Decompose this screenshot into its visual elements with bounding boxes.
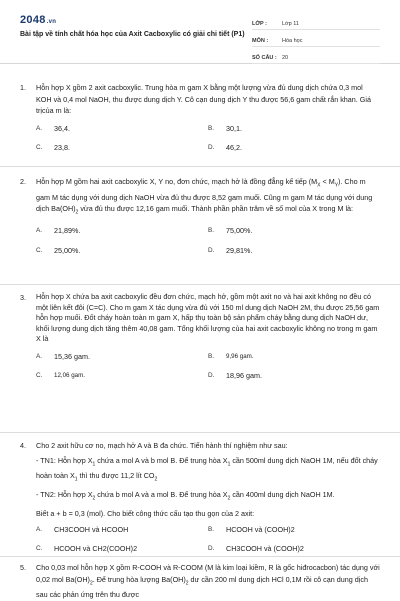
option-text: 23,8. (54, 143, 70, 152)
question-5 (20, 562, 380, 601)
option-letter: D. (208, 545, 215, 553)
option-text: 75,00%. (226, 226, 253, 236)
meta-value: 20 (282, 55, 289, 61)
option-letter: D. (208, 372, 215, 379)
question-tail: Biết a + b = 0,3 (mol). Cho biết công thức cấu tạo thu gọn của 2 axit: (36, 509, 255, 519)
document-header (0, 0, 400, 64)
option-text: 15,36 gam. (54, 351, 90, 361)
meta-key: MÔN : (252, 38, 269, 44)
option-d[interactable] (208, 543, 380, 555)
option-a[interactable] (36, 123, 208, 135)
option-text: CH3COOH và (COOH)2 (226, 544, 304, 554)
question-3 (20, 292, 380, 382)
experiment-1: - TN1: Hỗn hợp $X_1$ chứa a mol A và b mol B. Để trung hòa $X_1$ cần 500ml dung dịch NaOH 1M, nếu đốt cháy hoàn toàn $X_1$ thì thu được 11,2 lít $CO_2$ (36, 455, 378, 483)
option-c[interactable] (36, 543, 208, 555)
meta-value: Lớp 11 (282, 21, 299, 27)
option-letter: B. (208, 352, 215, 360)
answer-options (36, 351, 380, 382)
option-text: 30,1. (226, 123, 242, 133)
option-d[interactable] (208, 142, 380, 154)
meta-row-subject (252, 31, 380, 47)
answer-options (36, 225, 380, 256)
option-letter: C. (36, 372, 43, 379)
option-letter: B. (208, 124, 215, 132)
question-stem: Cho 0,03 mol hỗn hợp X gồm R-COOH và R-COOM (M là kim loại kiềm, R là gốc hiđrocacbon) tác dụng với 0,02 mol $Ba(OH)_2$. Để trung hòa lượng $Ba(OH)_2$ dư cần 200 ml dung dịch HCl 0,1M rồi cô cạn dung dịch sau các phản ứng trên thu được (36, 563, 380, 600)
question-number: 3. (20, 293, 26, 302)
option-letter: A. (36, 352, 43, 360)
option-text: 36,4. (54, 123, 70, 133)
document-title: Bài tập về tính chất hóa học của Axit Cacboxylic có giải chi tiết (P1) (20, 31, 245, 38)
question-divider (0, 284, 400, 285)
option-letter: C. (36, 144, 43, 151)
option-letter: C. (36, 545, 43, 553)
option-text: 46,2. (226, 143, 242, 152)
answer-options (36, 123, 380, 154)
meta-value: Hóa học (282, 38, 303, 44)
option-letter: A. (36, 227, 43, 235)
option-c[interactable] (36, 245, 208, 257)
answer-options (36, 524, 380, 555)
option-letter: A. (36, 124, 43, 132)
option-letter: C. (36, 246, 43, 254)
option-c[interactable] (36, 142, 208, 154)
meta-key: LỚP : (252, 21, 267, 27)
question-divider (0, 432, 400, 433)
question-stem: Hỗn hợp X gồm 2 axit cacboxylic. Trung hòa m gam X bằng một lượng vừa đủ dung dịch chứa 0,3 mol KOH và 0,4 mol NaOH, thu được dung dịch Y. Cô cạn dung dịch Y thu được 56,6 gam chất rắn khan. Giá trịcủa m là: (36, 83, 371, 115)
option-letter: B. (208, 525, 215, 533)
option-d[interactable] (208, 370, 380, 382)
option-letter: D. (208, 144, 215, 151)
meta-row-count (252, 48, 380, 64)
option-text: HCOOH và (COOH)2 (226, 524, 295, 534)
question-stem: Hỗn hợp M gồm hai axit cacboxylic X, Y no, đơn chức, mạch hở là đồng đẳng kế tiếp $(M_X < M_Y)$. Cho m gam M tác dụng với dung dịch NaOH vừa đủ thu được 8,52 gam muối. Cũng m gam M tác dụng với dung dịch $Ba(OH)_2$ vừa đủ thu được 12,16 gam muối. Thành phần phần trăm về số mol của X trong M là: (36, 177, 373, 216)
question-divider (0, 166, 400, 167)
meta-key: SỐ CÂU : (252, 55, 277, 61)
option-letter: B. (208, 227, 215, 235)
option-a[interactable] (36, 225, 208, 237)
question-2 (20, 176, 380, 256)
option-a[interactable] (36, 351, 208, 363)
question-4 (20, 440, 380, 555)
option-text: 29,81%. (226, 245, 253, 255)
option-text: 25,00%. (54, 245, 81, 255)
option-text: 9,96 gam. (226, 352, 254, 360)
question-number: 2. (20, 177, 26, 186)
question-number: 4. (20, 441, 26, 450)
option-text: 18,96 gam. (226, 371, 262, 380)
question-stem: Cho 2 axit hữu cơ no, mạch hở A và B đa chức. Tiến hành thí nghiệm như sau: (36, 441, 288, 450)
option-text: CH3COOH và HCOOH (54, 524, 129, 534)
option-b[interactable] (208, 524, 380, 536)
meta-row-class (252, 14, 380, 30)
option-text: 12,06 gam. (54, 372, 85, 379)
option-b[interactable] (208, 123, 380, 135)
option-text: 21,89%. (54, 226, 81, 236)
option-text: HCOOH và CH2(COOH)2 (54, 544, 138, 554)
question-stem: Hỗn hợp X chứa ba axit cacboxylic đều đơn chức, mạch hở, gồm một axit no và hai axit không no đều có một liên kết đôi (C=C). Cho m gam X tác dụng vừa đủ với 150 ml dung dịch NaOH 2M, thu được 25,56 gam hỗn hợp muối. Đốt cháy hoàn toàn m gam X, hấp thụ toàn bộ sản phẩm cháy bằng dung dịch NaOH dư, khối lượng dung dịch tăng thêm 40,08 gam. Tổng khối lượng của hai axit cacboxylic không no trong m gam X là (36, 292, 380, 343)
option-b[interactable] (208, 351, 380, 363)
meta-table (252, 14, 380, 65)
experiment-2: - TN2: Hỗn hợp $X_2$ chứa b mol A và a mol B. Để trung hòa $X_2$ cần 400ml dung dịch NaOH 1M. (36, 490, 335, 502)
question-divider (0, 556, 400, 557)
option-b[interactable] (208, 225, 380, 237)
option-c[interactable] (36, 370, 208, 382)
question-1 (20, 82, 380, 154)
option-letter: A. (36, 525, 43, 533)
option-d[interactable] (208, 245, 380, 257)
question-number: 5. (20, 563, 26, 572)
site-logo[interactable]: 2048.vn (20, 14, 57, 26)
question-number: 1. (20, 83, 26, 92)
option-letter: D. (208, 246, 215, 254)
option-a[interactable] (36, 524, 208, 536)
